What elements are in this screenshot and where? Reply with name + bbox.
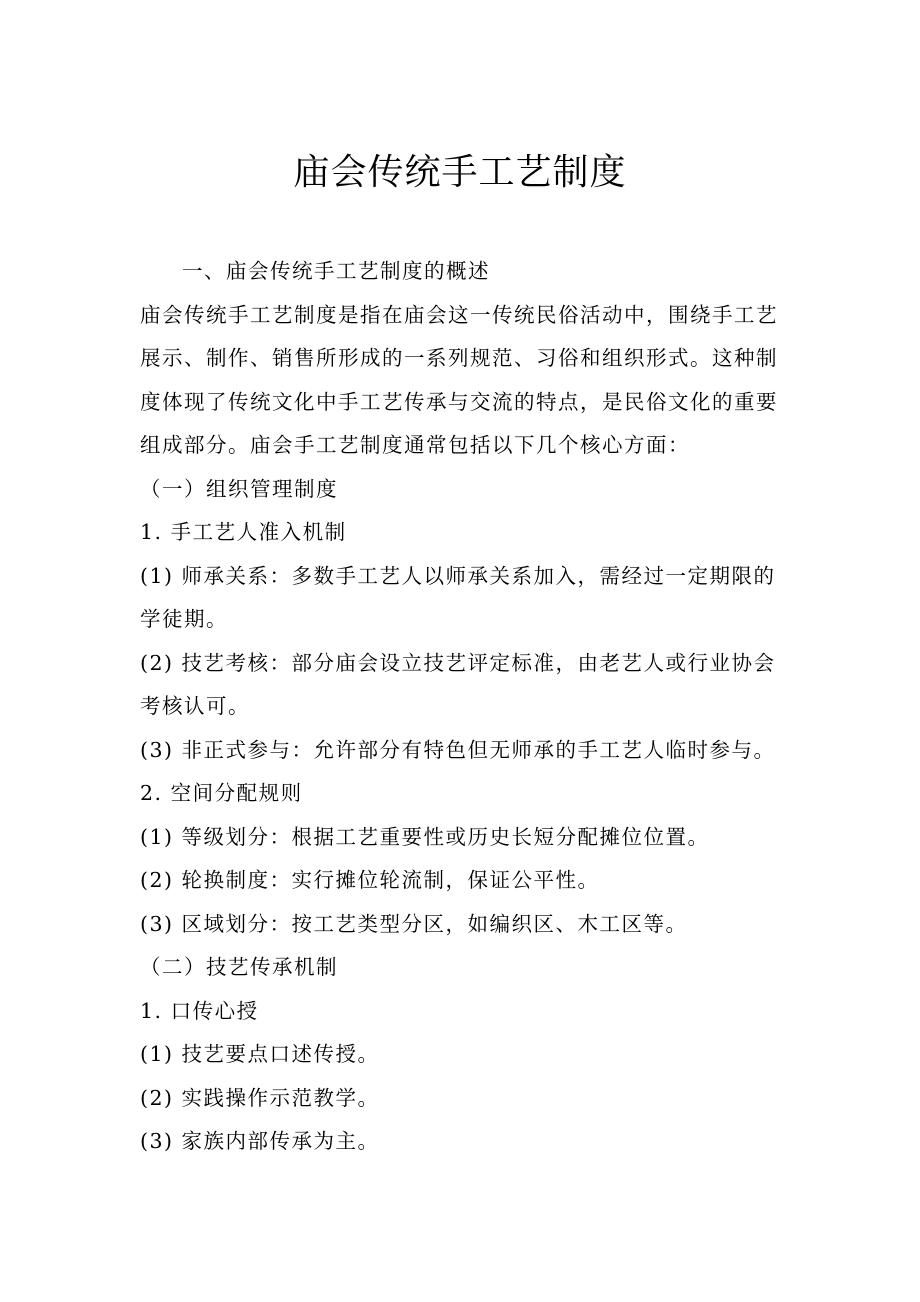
list-item: (2) 实践操作示范教学。 [140,1085,380,1110]
list-item: (1) 等级划分：根据工艺重要性或历史长短分配摊位位置。 [140,824,710,849]
list-item-continuation: 学徒期。 [140,607,228,631]
list-item: (1) 师承关系：多数手工艺人以师承关系加入，需经过一定期限的 [140,563,776,588]
document-body [140,250,778,1164]
list-item: (1) 技艺要点口述传授。 [140,1042,380,1066]
document-title: 庙会传统手工艺制度 [293,152,627,193]
paragraph-line: 展示、制作、销售所形成的一系列规范、习俗和组织形式。这种制 [140,346,778,370]
list-item: (3) 非正式参与：允许部分有特色但无师承的手工艺人临时参与。 [140,737,776,762]
subsection-heading: （二）技艺传承机制 [140,955,338,979]
list-item: (3) 区域划分：按工艺类型分区，如编织区、木工区等。 [140,911,688,936]
paragraph-line: 组成部分。庙会手工艺制度通常包括以下几个核心方面： [140,433,690,457]
list-item: (3) 家族内部传承为主。 [140,1129,380,1153]
subsection-heading: （一）组织管理制度 [140,476,338,501]
list-heading: 2. 空间分配规则 [140,781,303,805]
paragraph-line: 庙会传统手工艺制度是指在庙会这一传统民俗活动中，围绕手工艺 [140,302,778,327]
paragraph-line: 度体现了传统文化中手工艺传承与交流的特点，是民俗文化的重要 [140,389,778,414]
section-heading: 一、庙会传统手工艺制度的概述 [182,259,490,283]
list-item: (2) 轮换制度：实行摊位轮流制，保证公平性。 [140,868,600,892]
list-item: (2) 技艺考核：部分庙会设立技艺评定标准，由老艺人或行业协会 [140,650,776,675]
list-heading: 1. 口传心授 [140,998,259,1023]
list-item-continuation: 考核认可。 [140,694,250,718]
list-heading: 1. 手工艺人准入机制 [140,520,347,544]
